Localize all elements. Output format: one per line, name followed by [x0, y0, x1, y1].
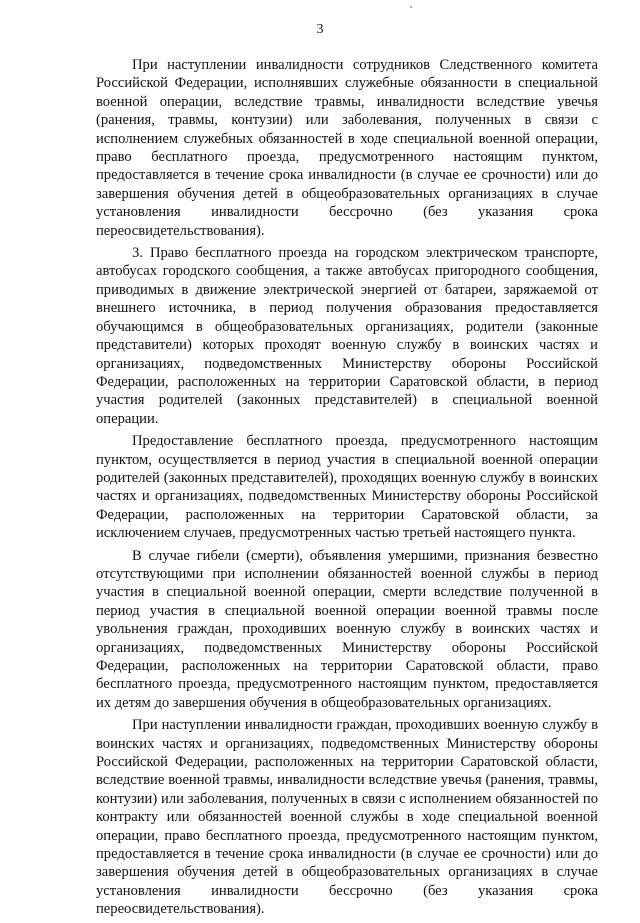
paragraph-military-disability: При наступлении инвалидности граждан, проходивших военную службу в воинских частях и организациях, подведомственных Министерству обороны Российской Федерации, расположенных на территории Саратовской области, вследствие военной травмы, инвалидности вследствие увечья (ранения, травмы, контузии) или заболевания, полученных в связи с исполнением обязанностей по контракту или обязанностей военной службы в ходе специальной военной операции, право бесплатного проезда, предусмотренного настоящим пунктом, предоставляется в течение срока инвалидности (в случае ее срочности) или до завершения обучения детей в общеобразовательных организациях в случае установления инвалидности бессрочно (без указания срока переосвидетельствования). — [96, 717, 598, 918]
paragraph-investigative-committee-disability: При наступлении инвалидности сотрудников Следственного комитета Российской Федерации, исполнявших служебные обязанности в специальной военной операции, вследствие травмы, инвалидности вследствие увечья (ранения, травмы, контузии) или заболевания, полученных в связи с исполнением служебных обязанностей в ходе специальной военной операции, право бесплатного проезда, предусмотренного настоящим пунктом, предоставляется в течение срока инвалидности (в случае ее срочности) или до завершения обучения детей в общеобразовательных организациях в случае установления инвалидности бессрочно (без указания срока переосвидетельствования). — [96, 57, 598, 239]
document-body — [96, 56, 598, 923]
page-number: 3 — [316, 22, 324, 37]
paragraph-item-3-free-travel: 3. Право бесплатного проезда на городском электрическом транспорте, автобусах городского сообщения, а также автобусах пригородного сообщения, приводимых в движение электрической энергией от батареи, заряжаемой от внешнего источника, в период получения образования предоставляется обучающимся в общеобразовательных организациях, родители (законные представители) которых проходят военную службу в воинских частях и организациях, подведомственных Министерству обороны Российской Федерации, расположенных на территории Саратовской области, в период участия родителей (законных представителей) в специальной военной операции. — [96, 245, 598, 427]
paragraph-free-travel-period: Предоставление бесплатного проезда, предусмотренного настоящим пунктом, осуществляется в период участия в специальной военной операции родителей (законных представителей), проходящих военную службу в воинских частях и организациях, подведомственных Министерству обороны Российской Федерации, расположенных на территории Саратовской области, за исключением случаев, предусмотренных частью третьей настоящего пункта. — [96, 433, 598, 542]
paragraph-death-case: В случае гибели (смерти), объявления умершими, признания безвестно отсутствующими при исполнении обязанностей военной службы в период участия в специальной военной операции, смерти вследствие полученной в период участия в специальной военной операции военной травмы после увольнения граждан, проходивших военную службу в воинских частях и организациях, подведомственных Министерству обороны Российской Федерации, расположенных на территории Саратовской области, право бесплатного проезда, предусмотренного настоящим пунктом, предоставляется их детям до завершения обучения в общеобразовательных организациях. — [96, 547, 598, 711]
scan-speck — [410, 6, 412, 8]
